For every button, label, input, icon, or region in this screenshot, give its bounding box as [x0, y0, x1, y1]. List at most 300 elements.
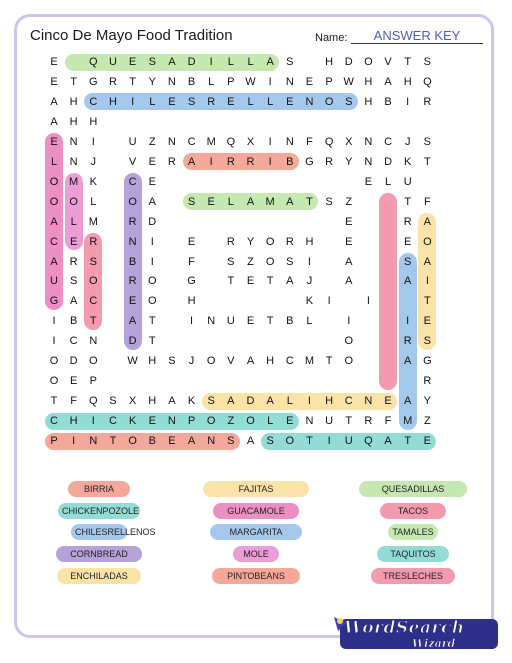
- grid-letter: N: [167, 415, 176, 428]
- grid-letter: E: [246, 275, 255, 288]
- grid-letter: E: [364, 175, 373, 188]
- grid-letter: P: [89, 375, 97, 388]
- grid-letter: I: [209, 155, 213, 168]
- grid-letter: H: [69, 115, 78, 128]
- grid-letter: N: [305, 95, 314, 108]
- grid-letter: E: [148, 415, 156, 428]
- grid-letter: N: [364, 155, 373, 168]
- grid-letter: R: [167, 155, 176, 168]
- grid-letter: J: [188, 355, 195, 368]
- grid-letter: Z: [247, 255, 254, 268]
- grid-letter: M: [69, 175, 79, 188]
- grid-letter: N: [305, 415, 314, 428]
- grid-letter: X: [246, 135, 255, 148]
- grid-letter: S: [109, 395, 117, 408]
- grid-letter: R: [226, 235, 235, 248]
- grid-letter: F: [384, 415, 392, 428]
- grid-letter: V: [227, 355, 235, 368]
- grid-letter: P: [227, 75, 235, 88]
- grid-letter: R: [69, 255, 78, 268]
- grid-letter: C: [344, 395, 353, 408]
- grid-letter: S: [187, 95, 196, 108]
- grid-letter: O: [49, 195, 59, 208]
- grid-letter: N: [128, 235, 137, 248]
- grid-letter: E: [345, 215, 353, 228]
- grid-letter: G: [49, 295, 59, 308]
- grid-letter: E: [168, 435, 176, 448]
- grid-letter: T: [148, 315, 156, 328]
- grid-letter: A: [404, 355, 412, 368]
- grid-letter: R: [403, 335, 412, 348]
- grid-letter: Y: [246, 235, 255, 248]
- grid-letter: S: [286, 56, 294, 68]
- grid-letter: C: [384, 135, 393, 148]
- word-list-item: TACOS: [380, 503, 446, 519]
- grid-letter: I: [52, 335, 56, 348]
- grid-letter: I: [327, 435, 331, 448]
- grid-letter: O: [89, 275, 98, 288]
- grid-letter: G: [89, 75, 98, 88]
- grid-letter: S: [286, 255, 294, 268]
- grid-letter: H: [305, 235, 314, 248]
- page-title: Cinco De Mayo Food Tradition: [30, 27, 233, 44]
- grid-letter: T: [325, 355, 333, 368]
- grid-letter: D: [187, 56, 196, 68]
- grid-letter: V: [384, 56, 392, 68]
- grid-letter: A: [423, 255, 432, 268]
- grid-letter: E: [69, 375, 78, 388]
- grid-letter: S: [227, 435, 235, 448]
- grid-letter: I: [150, 235, 154, 248]
- word-list-item: TAQUITOS: [377, 546, 449, 562]
- grid-letter: G: [305, 155, 314, 168]
- grid-letter: T: [148, 335, 156, 348]
- grid-letter: Y: [423, 395, 432, 408]
- grid-letter: M: [304, 355, 315, 368]
- grid-letter: I: [327, 295, 331, 308]
- grid-letter: T: [345, 415, 353, 428]
- word-list-item: GUACAMOLE: [213, 503, 299, 519]
- grid-letter: I: [406, 95, 410, 108]
- grid-letter: O: [344, 355, 354, 368]
- name-field[interactable]: ANSWER KEY: [373, 28, 461, 43]
- grid-letter: S: [423, 335, 432, 348]
- grid-letter: E: [404, 235, 412, 248]
- grid-letter: O: [423, 235, 432, 248]
- grid-letter: U: [50, 275, 58, 288]
- grid-letter: S: [345, 95, 353, 108]
- grid-letter: Z: [423, 415, 431, 428]
- grid-letter: A: [345, 275, 353, 288]
- grid-letter: L: [208, 75, 215, 88]
- word-list-item: TAMALES: [388, 524, 438, 540]
- grid-letter: U: [128, 135, 137, 148]
- grid-letter: N: [89, 435, 98, 448]
- grid-letter: R: [89, 235, 98, 248]
- grid-letter: O: [89, 355, 98, 368]
- grid-letter: Q: [226, 135, 236, 148]
- grid-letter: S: [69, 275, 78, 288]
- grid-letter: I: [425, 275, 429, 288]
- grid-letter: E: [69, 235, 78, 248]
- grid-letter: T: [423, 155, 431, 168]
- grid-letter: K: [305, 295, 314, 308]
- logo-subtext: Wizard: [412, 637, 456, 650]
- grid-letter: U: [108, 56, 117, 68]
- grid-letter: L: [384, 175, 392, 188]
- grid-letter: Q: [423, 75, 432, 88]
- grid-letter: K: [187, 395, 196, 408]
- word-list-item: CHILESRELLENOS: [71, 524, 127, 540]
- grid-letter: H: [69, 95, 78, 108]
- grid-letter: N: [167, 135, 176, 148]
- word-list-item: CORNBREAD: [56, 546, 142, 562]
- grid-letter: O: [49, 175, 59, 188]
- grid-letter: A: [148, 195, 156, 208]
- grid-letter: O: [265, 235, 275, 248]
- grid-letter: K: [89, 175, 97, 188]
- grid-letter: T: [266, 275, 274, 288]
- grid-letter: S: [148, 56, 156, 68]
- grid-letter: A: [286, 275, 294, 288]
- grid-letter: O: [324, 95, 334, 108]
- grid-letter: W: [245, 75, 256, 88]
- grid-letter: A: [423, 215, 432, 228]
- grid-letter: K: [128, 415, 137, 428]
- grid-letter: M: [265, 195, 275, 208]
- grid-letter: M: [206, 135, 216, 148]
- grid-letter: D: [344, 56, 353, 68]
- grid-letter: E: [50, 135, 58, 148]
- grid-letter: S: [266, 435, 274, 448]
- grid-letter: H: [364, 95, 373, 108]
- grid-letter: R: [403, 215, 412, 228]
- name-label: Name:: [315, 32, 348, 44]
- grid-letter: I: [91, 415, 95, 428]
- grid-letter: L: [149, 95, 156, 108]
- grid-letter: E: [286, 95, 294, 108]
- grid-letter: U: [403, 175, 412, 188]
- grid-letter: I: [209, 56, 213, 68]
- word-list-item: ENCHILADAS: [57, 568, 141, 584]
- grid-letter: I: [190, 315, 194, 328]
- word-list-item: CHICKENPOZOLE: [58, 503, 140, 519]
- grid-letter: C: [50, 415, 58, 428]
- grid-letter: I: [307, 395, 311, 408]
- grid-letter: E: [286, 415, 294, 428]
- word-list-item: PINTOBEANS: [212, 568, 300, 584]
- grid-letter: A: [266, 56, 274, 68]
- grid-letter: O: [364, 56, 373, 68]
- grid-letter: G: [423, 355, 432, 368]
- grid-letter: M: [403, 415, 413, 428]
- grid-letter: A: [345, 255, 353, 268]
- grid-letter: B: [69, 315, 78, 328]
- grid-letter: S: [325, 195, 333, 208]
- grid-letter: T: [306, 195, 313, 208]
- grid-letter: R: [108, 75, 117, 88]
- grid-letter: B: [384, 95, 392, 108]
- grid-letter: K: [404, 155, 412, 168]
- grid-letter: N: [69, 155, 78, 168]
- grid-letter: C: [128, 175, 137, 188]
- grid-letter: O: [128, 435, 137, 448]
- word-list-item: BIRRIA: [68, 481, 130, 497]
- grid-letter: D: [384, 155, 393, 168]
- grid-letter: N: [364, 135, 373, 148]
- grid-letter: A: [384, 435, 392, 448]
- grid-letter: A: [246, 355, 255, 368]
- word-list-item: QUESADILLAS: [359, 481, 467, 497]
- grid-letter: L: [247, 95, 254, 108]
- grid-letter: L: [70, 215, 77, 228]
- grid-letter: H: [148, 355, 157, 368]
- grid-letter: H: [266, 355, 275, 368]
- grid-letter: E: [423, 435, 432, 448]
- grid-letter: E: [50, 56, 58, 68]
- grid-letter: U: [325, 415, 334, 428]
- grid-letter: R: [285, 235, 294, 248]
- word-list-item: TRESLECHES: [371, 568, 455, 584]
- grid-letter: D: [246, 395, 255, 408]
- grid-letter: R: [128, 275, 137, 288]
- grid-letter: O: [49, 375, 59, 388]
- grid-letter: C: [187, 135, 196, 148]
- grid-letter: F: [423, 195, 431, 208]
- grid-letter: N: [69, 135, 78, 148]
- grid-letter: E: [50, 75, 58, 88]
- grid-letter: I: [347, 315, 351, 328]
- grid-letter: X: [128, 395, 137, 408]
- grid-letter: F: [306, 135, 313, 148]
- grid-letter: P: [50, 435, 58, 448]
- grid-letter: R: [423, 375, 432, 388]
- grid-letter: F: [188, 255, 195, 268]
- grid-letter: I: [52, 315, 56, 328]
- grid-letter: I: [72, 435, 76, 448]
- grid-letter: A: [50, 255, 58, 268]
- grid-letter: N: [207, 315, 216, 328]
- grid-letter: H: [148, 395, 157, 408]
- grid-letter: H: [325, 395, 334, 408]
- grid-letter: D: [69, 355, 78, 368]
- grid-letter: H: [364, 75, 373, 88]
- grid-letter: B: [187, 75, 196, 88]
- grid-letter: A: [227, 395, 235, 408]
- grid-letter: P: [325, 75, 333, 88]
- grid-letter: O: [246, 415, 255, 428]
- word-list-item: MOLE: [233, 546, 279, 562]
- grid-letter: S: [423, 135, 432, 148]
- grid-letter: S: [423, 56, 432, 68]
- grid-letter: O: [265, 255, 275, 268]
- grid-letter: O: [147, 295, 157, 308]
- grid-letter: N: [364, 395, 373, 408]
- grid-letter: A: [187, 435, 196, 448]
- grid-letter: T: [423, 295, 431, 308]
- grid-letter: I: [268, 155, 272, 168]
- grid-letter: H: [69, 415, 78, 428]
- grid-letter: I: [91, 135, 95, 148]
- grid-letter: R: [364, 415, 373, 428]
- word-list-item: MARGARITA: [210, 524, 302, 540]
- grid-letter: J: [404, 135, 411, 148]
- grid-letter: X: [345, 135, 353, 148]
- grid-letter: R: [423, 95, 432, 108]
- grid-letter: W: [127, 355, 138, 368]
- grid-letter: A: [168, 56, 176, 68]
- grid-letter: E: [207, 195, 215, 208]
- grid-letter: J: [306, 275, 313, 288]
- grid-letter: F: [70, 395, 77, 408]
- grid-letter: S: [207, 395, 215, 408]
- grid-letter: T: [266, 315, 274, 328]
- grid-letter: N: [285, 75, 294, 88]
- grid-letter: C: [285, 355, 294, 368]
- grid-letter: C: [89, 95, 98, 108]
- grid-letter: R: [128, 215, 137, 228]
- grid-letter: S: [89, 255, 97, 268]
- grid-letter: C: [108, 415, 117, 428]
- grid-letter: L: [267, 415, 274, 428]
- grid-letter: C: [89, 295, 98, 308]
- grid-letter: E: [423, 315, 432, 328]
- grid-letter: L: [90, 195, 97, 208]
- grid-letter: B: [286, 315, 294, 328]
- grid-letter: R: [246, 155, 255, 168]
- grid-letter: B: [128, 255, 137, 268]
- grid-letter: O: [69, 195, 78, 208]
- grid-letter: I: [366, 295, 370, 308]
- grid-letter: P: [187, 415, 196, 428]
- grid-letter: S: [187, 195, 196, 208]
- grid-letter: O: [147, 275, 157, 288]
- grid-letter: B: [286, 155, 294, 168]
- grid-letter: O: [128, 195, 137, 208]
- grid-letter: L: [50, 155, 58, 168]
- grid-letter: O: [49, 355, 59, 368]
- grid-letter: T: [129, 75, 136, 88]
- grid-letter: I: [268, 135, 272, 148]
- grid-letter: A: [168, 395, 176, 408]
- grid-letter: A: [286, 195, 294, 208]
- grid-letter: N: [167, 75, 176, 88]
- grid-letter: C: [69, 335, 78, 348]
- grid-letter: E: [187, 235, 196, 248]
- grid-letter: Q: [364, 435, 373, 448]
- grid-letter: R: [325, 155, 334, 168]
- grid-letter: D: [128, 335, 137, 348]
- grid-letter: S: [227, 255, 235, 268]
- grid-letter: C: [50, 235, 58, 248]
- grid-letter: T: [404, 435, 412, 448]
- grid-letter: E: [168, 95, 176, 108]
- grid-letter: E: [384, 395, 392, 408]
- grid-letter: Q: [89, 56, 98, 68]
- grid-letter: A: [246, 435, 255, 448]
- grid-letter: N: [89, 335, 98, 348]
- grid-letter: I: [150, 255, 154, 268]
- grid-letter: D: [148, 215, 157, 228]
- grid-letter: Y: [148, 75, 156, 88]
- grid-letter: E: [128, 56, 137, 68]
- grid-letter: H: [108, 95, 117, 108]
- grid-letter: B: [148, 435, 156, 448]
- grid-letter: O: [206, 355, 216, 368]
- grid-letter: E: [246, 315, 255, 328]
- grid-letter: E: [148, 175, 156, 188]
- grid-letter: V: [128, 155, 137, 168]
- grid-letter: A: [266, 395, 274, 408]
- grid-letter: L: [267, 95, 274, 108]
- grid-letter: L: [227, 195, 234, 208]
- grid-letter: T: [306, 435, 313, 448]
- grid-letter: I: [268, 75, 272, 88]
- grid-letter: T: [404, 56, 412, 68]
- grid-letter: A: [187, 155, 196, 168]
- grid-letter: Z: [148, 135, 156, 148]
- grid-letter: M: [88, 215, 98, 228]
- grid-letter: E: [227, 95, 235, 108]
- grid-letter: L: [247, 56, 254, 68]
- grid-letter: Q: [324, 135, 334, 148]
- grid-letter: H: [325, 56, 334, 68]
- word-list-item: FAJITAS: [203, 481, 309, 497]
- grid-letter: H: [403, 75, 412, 88]
- grid-letter: S: [168, 355, 176, 368]
- grid-letter: E: [345, 235, 353, 248]
- grid-letter: R: [226, 155, 235, 168]
- grid-letter: L: [227, 56, 234, 68]
- grid-letter: L: [286, 395, 293, 408]
- grid-letter: E: [128, 295, 137, 308]
- grid-letter: R: [207, 95, 216, 108]
- grid-letter: A: [50, 115, 58, 128]
- grid-letter: Q: [89, 395, 98, 408]
- grid-letter: U: [344, 435, 353, 448]
- grid-letter: Y: [345, 155, 353, 168]
- grid-letter: Z: [227, 415, 235, 428]
- grid-letter: A: [384, 75, 392, 88]
- grid-letter: I: [307, 255, 311, 268]
- grid-letter: O: [285, 435, 295, 448]
- grid-letter: E: [305, 75, 314, 88]
- grid-letter: O: [206, 415, 216, 428]
- grid-letter: H: [89, 115, 98, 128]
- grid-letter: G: [187, 275, 196, 288]
- grid-letter: A: [50, 95, 58, 108]
- grid-letter: T: [404, 195, 412, 208]
- grid-letter: A: [128, 315, 137, 328]
- grid-letter: T: [109, 435, 117, 448]
- grid-letter: H: [187, 295, 196, 308]
- grid-letter: N: [207, 435, 216, 448]
- grid-letter: A: [404, 395, 412, 408]
- logo-text: WordSearch: [344, 618, 465, 638]
- grid-letter: Z: [345, 195, 353, 208]
- grid-letter: L: [306, 315, 313, 328]
- grid-letter: T: [70, 75, 77, 88]
- grid-letter: S: [404, 255, 412, 268]
- grid-letter: J: [90, 155, 97, 168]
- grid-letter: T: [50, 395, 58, 408]
- grid-letter: A: [69, 295, 78, 308]
- grid-letter: I: [406, 315, 410, 328]
- grid-letter: T: [227, 275, 235, 288]
- grid-letter: U: [226, 315, 235, 328]
- grid-letter: E: [148, 155, 156, 168]
- grid-letter: A: [246, 195, 255, 208]
